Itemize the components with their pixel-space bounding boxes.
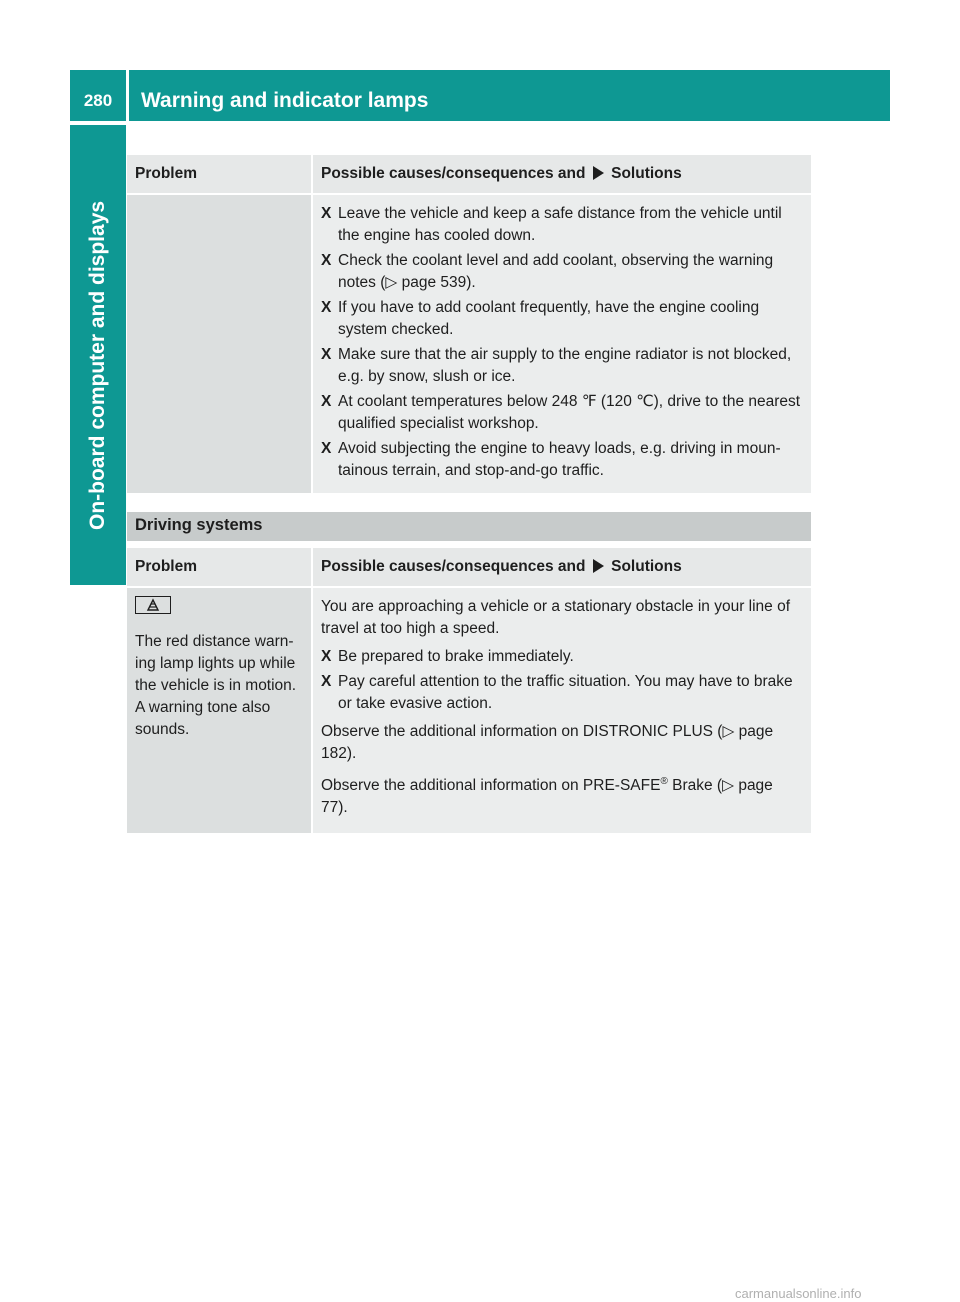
list-item (321, 646, 803, 668)
step-marker-icon: X (321, 252, 332, 269)
arrow-right-icon (593, 559, 604, 573)
step-text: If you have to add coolant frequently, have the engine cooling system checked. (338, 299, 760, 338)
step-marker-icon: X (321, 299, 332, 316)
problem-header: Problem (127, 548, 313, 588)
step-marker-icon: X (321, 648, 332, 665)
step-marker-icon: X (321, 673, 332, 690)
intro-text: You are approaching a vehicle or a stationary obstacle in your line of travel at too high a speed. (321, 598, 791, 637)
problem-header: Problem (127, 155, 313, 195)
problem-cell (127, 195, 313, 493)
coolant-table (127, 155, 811, 493)
side-tab-block (70, 525, 126, 585)
solution-steps (321, 203, 803, 482)
solutions-header (313, 548, 811, 588)
section-title: Driving systems (127, 512, 811, 541)
step-text: Check the coolant level and add coolant, observing the warning notes (▷ page 539). (338, 252, 774, 291)
table-row (127, 195, 811, 493)
presafe-note-text: Observe the additional information on PRE-SAFE (321, 777, 661, 795)
list-item (321, 344, 803, 388)
solution-cell (313, 588, 811, 833)
solutions-header-text: Possible causes/consequences and (321, 165, 586, 182)
solutions-header-text: Possible causes/consequences and (321, 558, 586, 575)
list-item (321, 250, 803, 294)
list-item (321, 438, 803, 482)
solutions-header-suffix: Solutions (611, 558, 682, 575)
list-item (321, 203, 803, 247)
distronic-note: Observe the additional information on DISTRONIC PLUS (▷ page 182). (321, 723, 774, 762)
solutions-header (313, 155, 811, 195)
side-tab-label: On-board computer and displays (86, 200, 109, 530)
list-item (321, 391, 803, 435)
list-item (321, 671, 803, 715)
step-marker-icon: X (321, 346, 332, 363)
page-number: 280 (70, 70, 126, 121)
step-text: Pay careful attention to the traffic situation. You may have to brake or take evasive action. (338, 673, 793, 712)
driving-systems-table (127, 548, 811, 833)
footer-watermark: carmanualsonline.info (735, 1286, 862, 1301)
solution-cell (313, 195, 811, 493)
solution-steps (321, 646, 803, 715)
list-item (321, 297, 803, 341)
step-text: Leave the vehicle and keep a safe distance from the vehicle until the engine has cooled down. (338, 205, 782, 244)
table-row (127, 588, 811, 833)
page-header-title: Warning and indicator lamps (129, 70, 890, 121)
presafe-note-ref: Brake (▷ page 77). (321, 777, 773, 817)
table-header-row (127, 155, 811, 195)
problem-text: The red distance warn-ing lamp lights up while the vehicle is in motion. A warning tone also sounds. (135, 633, 297, 738)
registered-mark: ® (660, 776, 668, 787)
step-text: Make sure that the air supply to the engine radiator is not blocked, e.g. by snow, slush or ice. (338, 346, 792, 385)
solutions-header-suffix: Solutions (611, 165, 682, 182)
problem-cell (127, 588, 313, 833)
step-marker-icon: X (321, 205, 332, 222)
step-text: At coolant temperatures below 248 ℉ (120 ℃), drive to the nearest qualified specialist workshop. (338, 393, 801, 432)
distance-warning-lamp-icon (135, 596, 171, 614)
step-marker-icon: X (321, 440, 332, 457)
arrow-right-icon (593, 166, 604, 180)
step-marker-icon: X (321, 393, 332, 410)
step-text: Avoid subjecting the engine to heavy loads, e.g. driving in moun-tainous terrain, and stop-and-go traffic. (338, 440, 781, 479)
presafe-note (321, 771, 803, 819)
step-text: Be prepared to brake immediately. (338, 648, 574, 665)
table-header-row (127, 548, 811, 588)
